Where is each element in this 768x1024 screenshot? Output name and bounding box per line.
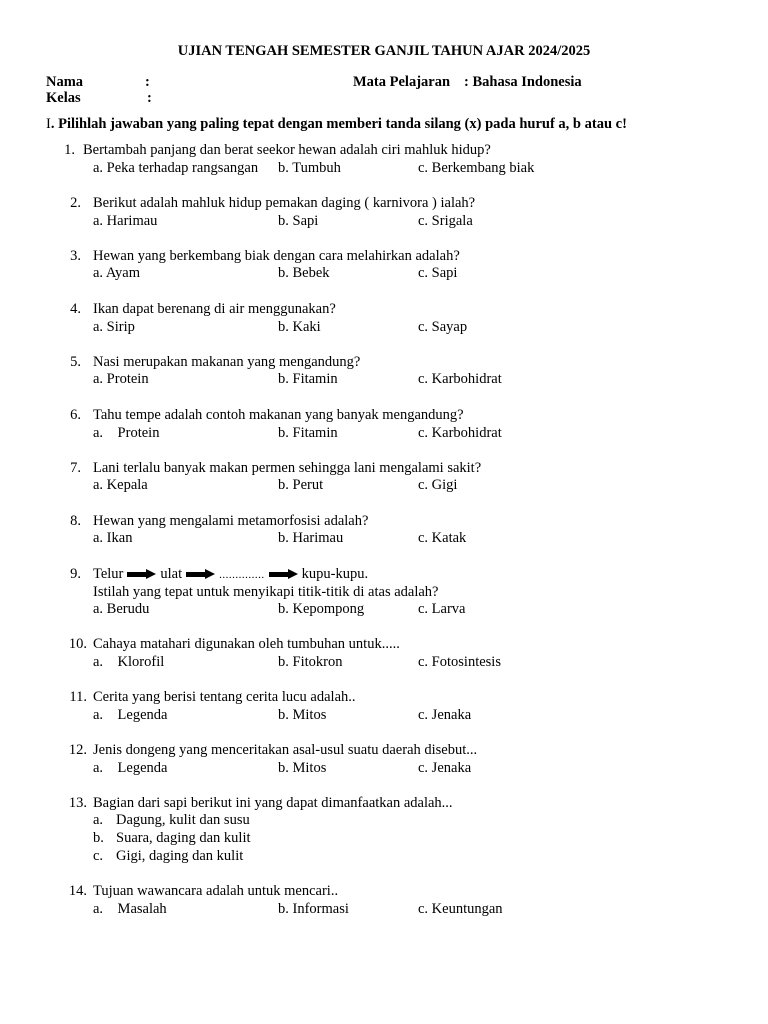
sequence-word: kupu-kupu.: [301, 566, 369, 582]
option-a[interactable]: a. Masalah: [93, 901, 167, 917]
question-number: 7.: [70, 460, 81, 476]
option-a[interactable]: a. Kepala: [93, 477, 148, 493]
question-text: Hewan yang berkembang biak dengan cara melahirkan adalah?: [93, 248, 460, 264]
question-number: 3.: [70, 248, 81, 264]
question-text: Berikut adalah mahluk hidup pemakan daging ( karnivora ) ialah?: [93, 195, 476, 211]
option-c[interactable]: c. Gigi: [418, 477, 458, 493]
option-b[interactable]: b. Harimau: [278, 530, 344, 546]
option-a[interactable]: a. Ikan: [93, 530, 133, 546]
question-number: 1.: [64, 142, 75, 158]
option-b[interactable]: b. Sapi: [278, 213, 319, 229]
option-a[interactable]: a. Legenda: [93, 707, 168, 723]
option-b[interactable]: b. Bebek: [278, 265, 330, 281]
subject-value: : Bahasa Indonesia: [464, 74, 582, 90]
question-text: Tahu tempe adalah contoh makanan yang banyak mengandung?: [93, 407, 464, 423]
question-number: 10.: [68, 636, 87, 652]
option-b[interactable]: b. Mitos: [278, 707, 327, 723]
instruction-roman: I: [46, 116, 51, 132]
question-text: Istilah yang tepat untuk menyikapi titik-titik di atas adalah?: [93, 584, 439, 600]
question-number: 2.: [70, 195, 81, 211]
question-text: Nasi merupakan makanan yang mengandung?: [93, 354, 361, 370]
question-text: Cerita yang berisi tentang cerita lucu adalah..: [93, 689, 356, 705]
question-text: Bagian dari sapi berikut ini yang dapat dimanfaatkan adalah...: [93, 795, 453, 811]
name-label: Nama: [46, 74, 84, 90]
question-number: 9.: [70, 566, 81, 582]
sequence-line: [93, 565, 368, 584]
option-c[interactable]: c. Karbohidrat: [418, 371, 502, 387]
option-c[interactable]: c. Berkembang biak: [418, 160, 535, 176]
arrow-right-icon: [127, 570, 156, 579]
instruction: [46, 116, 627, 133]
option-a[interactable]: a. Protein: [93, 425, 160, 441]
exam-title: UJIAN TENGAH SEMESTER GANJIL TAHUN AJAR 2024/2025: [177, 43, 591, 59]
sequence-blank: ..............: [219, 569, 265, 581]
option-c[interactable]: c. Sapi: [418, 265, 458, 281]
option-c[interactable]: c. Katak: [418, 530, 467, 546]
option-b[interactable]: b. Fitamin: [278, 425, 338, 441]
question-number: 14.: [68, 883, 87, 899]
question-text: Tujuan wawancara adalah untuk mencari..: [93, 883, 339, 899]
option-b[interactable]: Suara, daging dan kulit: [116, 830, 251, 846]
subject-label: Mata Pelajaran: [353, 74, 451, 90]
option-a-letter: a.: [93, 812, 104, 828]
name-colon: :: [145, 74, 150, 90]
option-b[interactable]: b. Mitos: [278, 760, 327, 776]
option-c[interactable]: c. Fotosintesis: [418, 654, 501, 670]
option-c[interactable]: c. Jenaka: [418, 707, 472, 723]
instruction-text: . Pilihlah jawaban yang paling tepat dengan memberi tanda silang (x) pada huruf a, b atau c!: [50, 116, 627, 132]
option-c[interactable]: c. Karbohidrat: [418, 425, 502, 441]
class-label: Kelas: [46, 90, 81, 106]
option-c[interactable]: c. Keuntungan: [418, 901, 503, 917]
question-text: Hewan yang mengalami metamorfosisi adalah?: [93, 513, 369, 529]
class-colon: :: [147, 90, 152, 106]
option-a[interactable]: a. Legenda: [93, 760, 168, 776]
option-b[interactable]: b. Fitamin: [278, 371, 338, 387]
option-a[interactable]: a. Protein: [93, 371, 149, 387]
option-b[interactable]: b. Tumbuh: [278, 160, 341, 176]
option-c[interactable]: c. Srigala: [418, 213, 473, 229]
question-text: Jenis dongeng yang menceritakan asal-usul suatu daerah disebut...: [93, 742, 478, 758]
question-number: 11.: [69, 689, 87, 705]
question-text: Lani terlalu banyak makan permen sehingga lani mengalami sakit?: [93, 460, 482, 476]
option-a[interactable]: a. Harimau: [93, 213, 158, 229]
question-text: Bertambah panjang dan berat seekor hewan adalah ciri mahluk hidup?: [83, 142, 491, 158]
arrow-right-icon: [186, 570, 215, 579]
arrow-right-icon: [269, 570, 298, 579]
option-a[interactable]: Dagung, kulit dan susu: [116, 812, 250, 828]
sequence-word: Telur: [93, 566, 124, 582]
question-number: 5.: [70, 354, 81, 370]
option-c[interactable]: c. Sayap: [418, 319, 468, 335]
question-number: 6.: [70, 407, 81, 423]
option-b[interactable]: b. Kaki: [278, 319, 321, 335]
question-text: Cahaya matahari digunakan oleh tumbuhan untuk.....: [93, 636, 400, 652]
sequence-word: ulat: [160, 566, 183, 582]
option-c[interactable]: c. Jenaka: [418, 760, 472, 776]
option-b-letter: b.: [93, 830, 104, 846]
option-a[interactable]: a. Ayam: [93, 265, 140, 281]
option-c[interactable]: c. Larva: [418, 601, 466, 617]
option-a[interactable]: a. Sirip: [93, 319, 135, 335]
option-b[interactable]: b. Kepompong: [278, 601, 365, 617]
option-b[interactable]: b. Informasi: [278, 901, 349, 917]
option-b[interactable]: b. Fitokron: [278, 654, 343, 670]
option-a[interactable]: a. Peka terhadap rangsangan: [93, 160, 259, 176]
option-a[interactable]: a. Berudu: [93, 601, 150, 617]
option-c[interactable]: Gigi, daging dan kulit: [116, 848, 244, 864]
option-b[interactable]: b. Perut: [278, 477, 324, 493]
question-number: 8.: [70, 513, 81, 529]
question-number: 13.: [68, 795, 87, 811]
question-text: Ikan dapat berenang di air menggunakan?: [93, 301, 336, 317]
option-a[interactable]: a. Klorofil: [93, 654, 165, 670]
question-number: 4.: [70, 301, 81, 317]
option-c-letter: c.: [93, 848, 104, 864]
question-number: 12.: [68, 742, 87, 758]
